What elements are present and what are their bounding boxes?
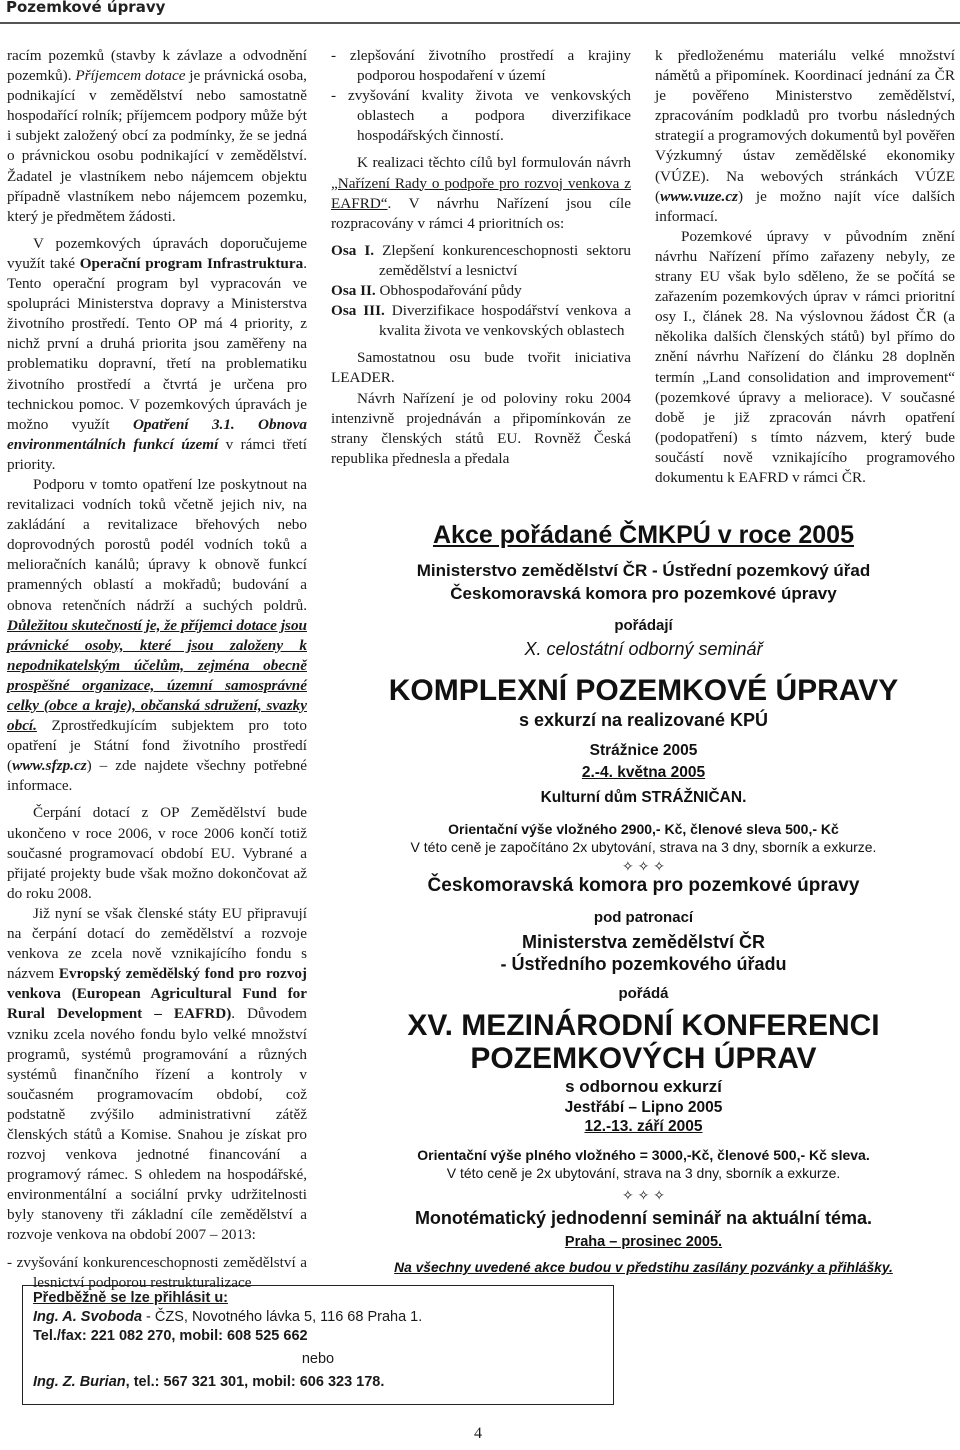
text: je právnická osoba, podnikající v zemědělství nebo samostatně hospodařící rolník; příjemcem podpory může být i subjekt založený obcí za podmínky, že se jedná o právnickou osobu podnikající v zemědělství. Žadatel je vlastníkem nebo nájemcem objektu případně vlastníkem nebo nájemcem pozemku, který je předmětem žádosti. [7, 67, 307, 225]
conference-title: XV. MEZINÁRODNÍ KONFERENCI [407, 1009, 880, 1042]
text: nebo [301, 1351, 335, 1367]
column-1 [7, 46, 307, 1293]
paragraph: Pozemkové úpravy v původním znění návrhu Nařízení přímo zařazeny nebyly, ze strany EU však bylo sděleno, že se počítá se zařazením pozemkových úprav v rámci prioritní osy I., článek 28. Na výslovnou žádost ČR (a několika dalších členských států) byl přímo do znění návrhu Nařízení do článku 28 doplněn termín „Land consolidation and improvement“ (pozemkové úpravy a meliorace). V současné době je již zpracován návrh opatření (podopatření) s tímto názvem, který bude součástí nově vznikajícího programového dokumentu k EAFRD v rámci ČR. [655, 227, 955, 486]
list-item: - zlepšování životního prostředí a krajiny podporou hospodaření v území [331, 47, 631, 85]
text: Operační program Infrastruktura [79, 254, 304, 272]
conference-title: POZEMKOVÝCH ÚPRAV [470, 1042, 817, 1075]
fee-note: V této ceně je 2x ubytování, strava na 3 dny, sborník a exkurze. [446, 1165, 841, 1181]
text: Osa III. [331, 302, 385, 320]
link-sfzp[interactable]: www.sfzp.cz [12, 757, 87, 775]
separator: ✧ ✧ ✧ [622, 858, 665, 874]
events-heading: Akce pořádané ČMKPÚ v roce 2005 [432, 521, 854, 549]
paragraph: Návrh Nařízení je od poloviny roku 2004 intenzivně projednáván a připomínkován ze strany členských států EU. Rovněž Česká republika přednesla a předala [331, 389, 631, 467]
event-date: 2.-4. května 2005 [581, 764, 706, 781]
seminar-subtitle: s exkurzí na realizované KPÚ [518, 710, 769, 730]
text: ) je možno najít více dalších informací. [655, 187, 955, 225]
contact-name: Ing. A. Svoboda [33, 1309, 143, 1325]
organizer: Českomoravská komora pro pozemkové úpravy [427, 875, 860, 896]
paragraph [7, 904, 307, 1246]
text: V pozemkových úpravách doporučujeme využít také [7, 234, 307, 272]
page-header [0, 0, 960, 40]
paragraph [7, 475, 307, 797]
fee: Orientační výše vložného 2900,- Kč, členové sleva 500,- Kč [448, 821, 839, 837]
paragraph [331, 153, 631, 233]
contact-box [22, 1285, 614, 1405]
text: Podporu v tomto opatření lze poskytnout na revitalizaci vodních toků včetně jejich niv, na zakládání a revitalizace břehových nebo doprovodných porostů podél vodních toků a melioračních kanálů; úpravy k obnově funkcí pramenných oblastí a mokřadů; budování a obnova retenčních nádrží a suchých poldrů. [7, 475, 307, 614]
text: „Nařízení Rady o podpoře pro rozvoj venkova z EAFRD“ [331, 174, 631, 212]
event-date: 12.-13. září 2005 [584, 1118, 703, 1135]
contact-name: Ing. Z. Burian [33, 1374, 126, 1390]
text: Příjemcem dotace [75, 67, 186, 85]
patron: - Ústředního pozemkového úřadu [500, 954, 787, 974]
header-rule [0, 22, 960, 24]
organizer: Ministerstvo zemědělství ČR - Ústřední pozemkový úřad [416, 561, 871, 580]
text: Osa I. [331, 241, 375, 259]
patron: Ministerstva zemědělství ČR [521, 932, 766, 952]
column-2 [331, 46, 631, 469]
text: pořádá [618, 985, 669, 1002]
text: pod patronací [593, 909, 694, 926]
invite-note: Na všechny uvedené akce budou v předstihu zasílány pozvánky a přihlášky. [394, 1260, 893, 1275]
event-venue: Kulturní dům STRÁŽNIČAN. [540, 789, 747, 806]
event-date: Praha – prosinec 2005. [564, 1234, 723, 1250]
list-item [331, 281, 631, 301]
text: K realizaci těchto cílů byl formulován návrh [357, 154, 631, 172]
list-item: - zvyšování kvality života ve venkovských oblastech a podpora diverzifikace hospodářských činností. [331, 87, 631, 145]
organizer: Českomoravská komora pro pozemkové úpravy [450, 584, 837, 603]
contact-phone: , tel.: 567 321 301, mobil: 606 323 178. [125, 1374, 385, 1390]
text: Zprostředkujícím subjektem pro toto opatření je Státní fond životního prostředí ( [7, 717, 307, 775]
text: Diverzifikace hospodářství venkova a kvalita života ve venkovských oblastech [379, 302, 631, 340]
link-vuze[interactable]: www.vuze.cz [660, 187, 738, 205]
text: racím pozemků (stavby k závlaze a odvodnění pozemků). [7, 47, 307, 85]
seminar-number: X. celostátní odborný seminář [524, 639, 763, 659]
text: Opatření 3.1. Obnova environmentálních funkcí území [7, 415, 307, 453]
section-title: Pozemkové úpravy [6, 0, 166, 16]
paragraph [655, 46, 955, 227]
event-place: Strážnice 2005 [589, 742, 698, 759]
contact-line [33, 1308, 422, 1327]
text: Již nyní se však členské státy EU připravují na čerpání dotací do zemědělství a rozvoje venkova ze zcela nově vznikajícího fondu s názvem [7, 904, 307, 983]
text: k předloženému materiálu velké množství námětů a připomínek. Koordinací jednání za ČR je pověřeno Ministerstvo zemědělství, zpracováním podkladů pro tvorbu následných strategií a programových dokumentů byl pověřen Výzkumný ústav zemědělské ekonomiky (VÚZE). Na webových stránkách VÚZE ( [655, 47, 955, 205]
seminar-title: KOMPLEXNÍ POZEMKOVÉ ÚPRAVY [388, 674, 899, 707]
fee: Orientační výše plného vložného = 3000,-Kč, členové 500,- Kč sleva. [417, 1147, 870, 1163]
conference-subtitle: s odbornou exkurzí [565, 1077, 722, 1096]
monothematic-title: Monotématický jednodenní seminář na aktuální téma. [414, 1208, 873, 1228]
list-item [331, 241, 631, 281]
contact-address: - ČZS, Novotného lávka 5, 116 68 Praha 1. [142, 1309, 423, 1325]
list-item [331, 301, 631, 341]
separator: ✧ ✧ ✧ [622, 1187, 665, 1203]
text: Čerpání dotací z OP Zemědělství bude ukončeno v roce 2006, v roce 2006 končí totiž současné programovací období EU. Vybrané a přijaté projekty bude však možno dokončovat až do roku 2008. [7, 804, 307, 902]
contact-phone: Tel./fax: 221 082 270, mobil: 608 525 662 [33, 1328, 308, 1344]
text: . V návrhu Nařízení jsou cíle rozpracovány v rámci 4 prioritních os: [331, 194, 631, 232]
text: . Důvodem vzniku zcela nového fondu bylo velké množství programů, systémů programování a různých systémů finančního řízení a kontroly v současném programovacím období, což podstatně zvýšilo administrativní zátěž členských států a Komise. Snahou je získat pro rozvoj venkova jednotné financování a programový rámec. S ohledem na hospodářské, environmentální a sociální prvky udržitelnosti byly stanoveny tři základní cíle zemědělství a rozvoje venkova na období 2007 – 2013: [7, 1005, 307, 1244]
paragraph: Samostatnou osu bude tvořit iniciativa LEADER. [331, 349, 631, 387]
paragraph [7, 234, 307, 475]
fee-note: V této ceně je započítáno 2x ubytování, strava na 3 dny, sborník a exkurze. [410, 839, 877, 855]
contact-title: Předběžně se lze přihlásit u: [33, 1290, 228, 1306]
text: Zlepšení konkurenceschopnosti sektoru zemědělství a lesnictví [374, 241, 631, 279]
event-place: Jestřábí – Lipno 2005 [564, 1099, 723, 1116]
events-announcement [331, 511, 956, 1408]
text: Obhospodařování půdy [375, 282, 522, 300]
contact-line [33, 1373, 384, 1392]
paragraph [7, 46, 307, 227]
paragraph [7, 803, 307, 903]
page-number: 4 [474, 1425, 482, 1442]
text: ) – zde najdete všechny potřebné informace. [7, 757, 307, 795]
text: Osa II. [331, 282, 376, 300]
text: . Tento operační program byl vypracován ve spolupráci Ministerstva dopravy a Ministerstva životního prostředí. Tento OP má 4 priority, z nichž první a druhá priorita jsou zaměřeny na problematiku dopravní, třetí na problematiku životního prostředí a čtvrtá je určena pro technickou pomoc. V pozemkových úpravách je možno využít [7, 254, 307, 433]
text: Evropský zemědělský fond pro rozvoj venkova (European Agricultural Fund for Rural Development – EAFRD) [7, 965, 307, 1023]
column-3 [655, 46, 955, 488]
text: v rámci třetí priority. [7, 435, 308, 473]
text: Důležitou skutečností je, že příjemci dotace jsou právnické osoby, které jsou založeny k nepodnikatelským účelům, zejména obecně prospěšné organizace, územní samosprávné celky (obce a kraje), občanská sdružení, svazky obcí. [7, 616, 307, 735]
list-item: - zvyšování konkurenceschopnosti zemědělství a lesnictví podporou restrukturalizace [7, 1253, 307, 1291]
text: pořádají [614, 617, 673, 634]
